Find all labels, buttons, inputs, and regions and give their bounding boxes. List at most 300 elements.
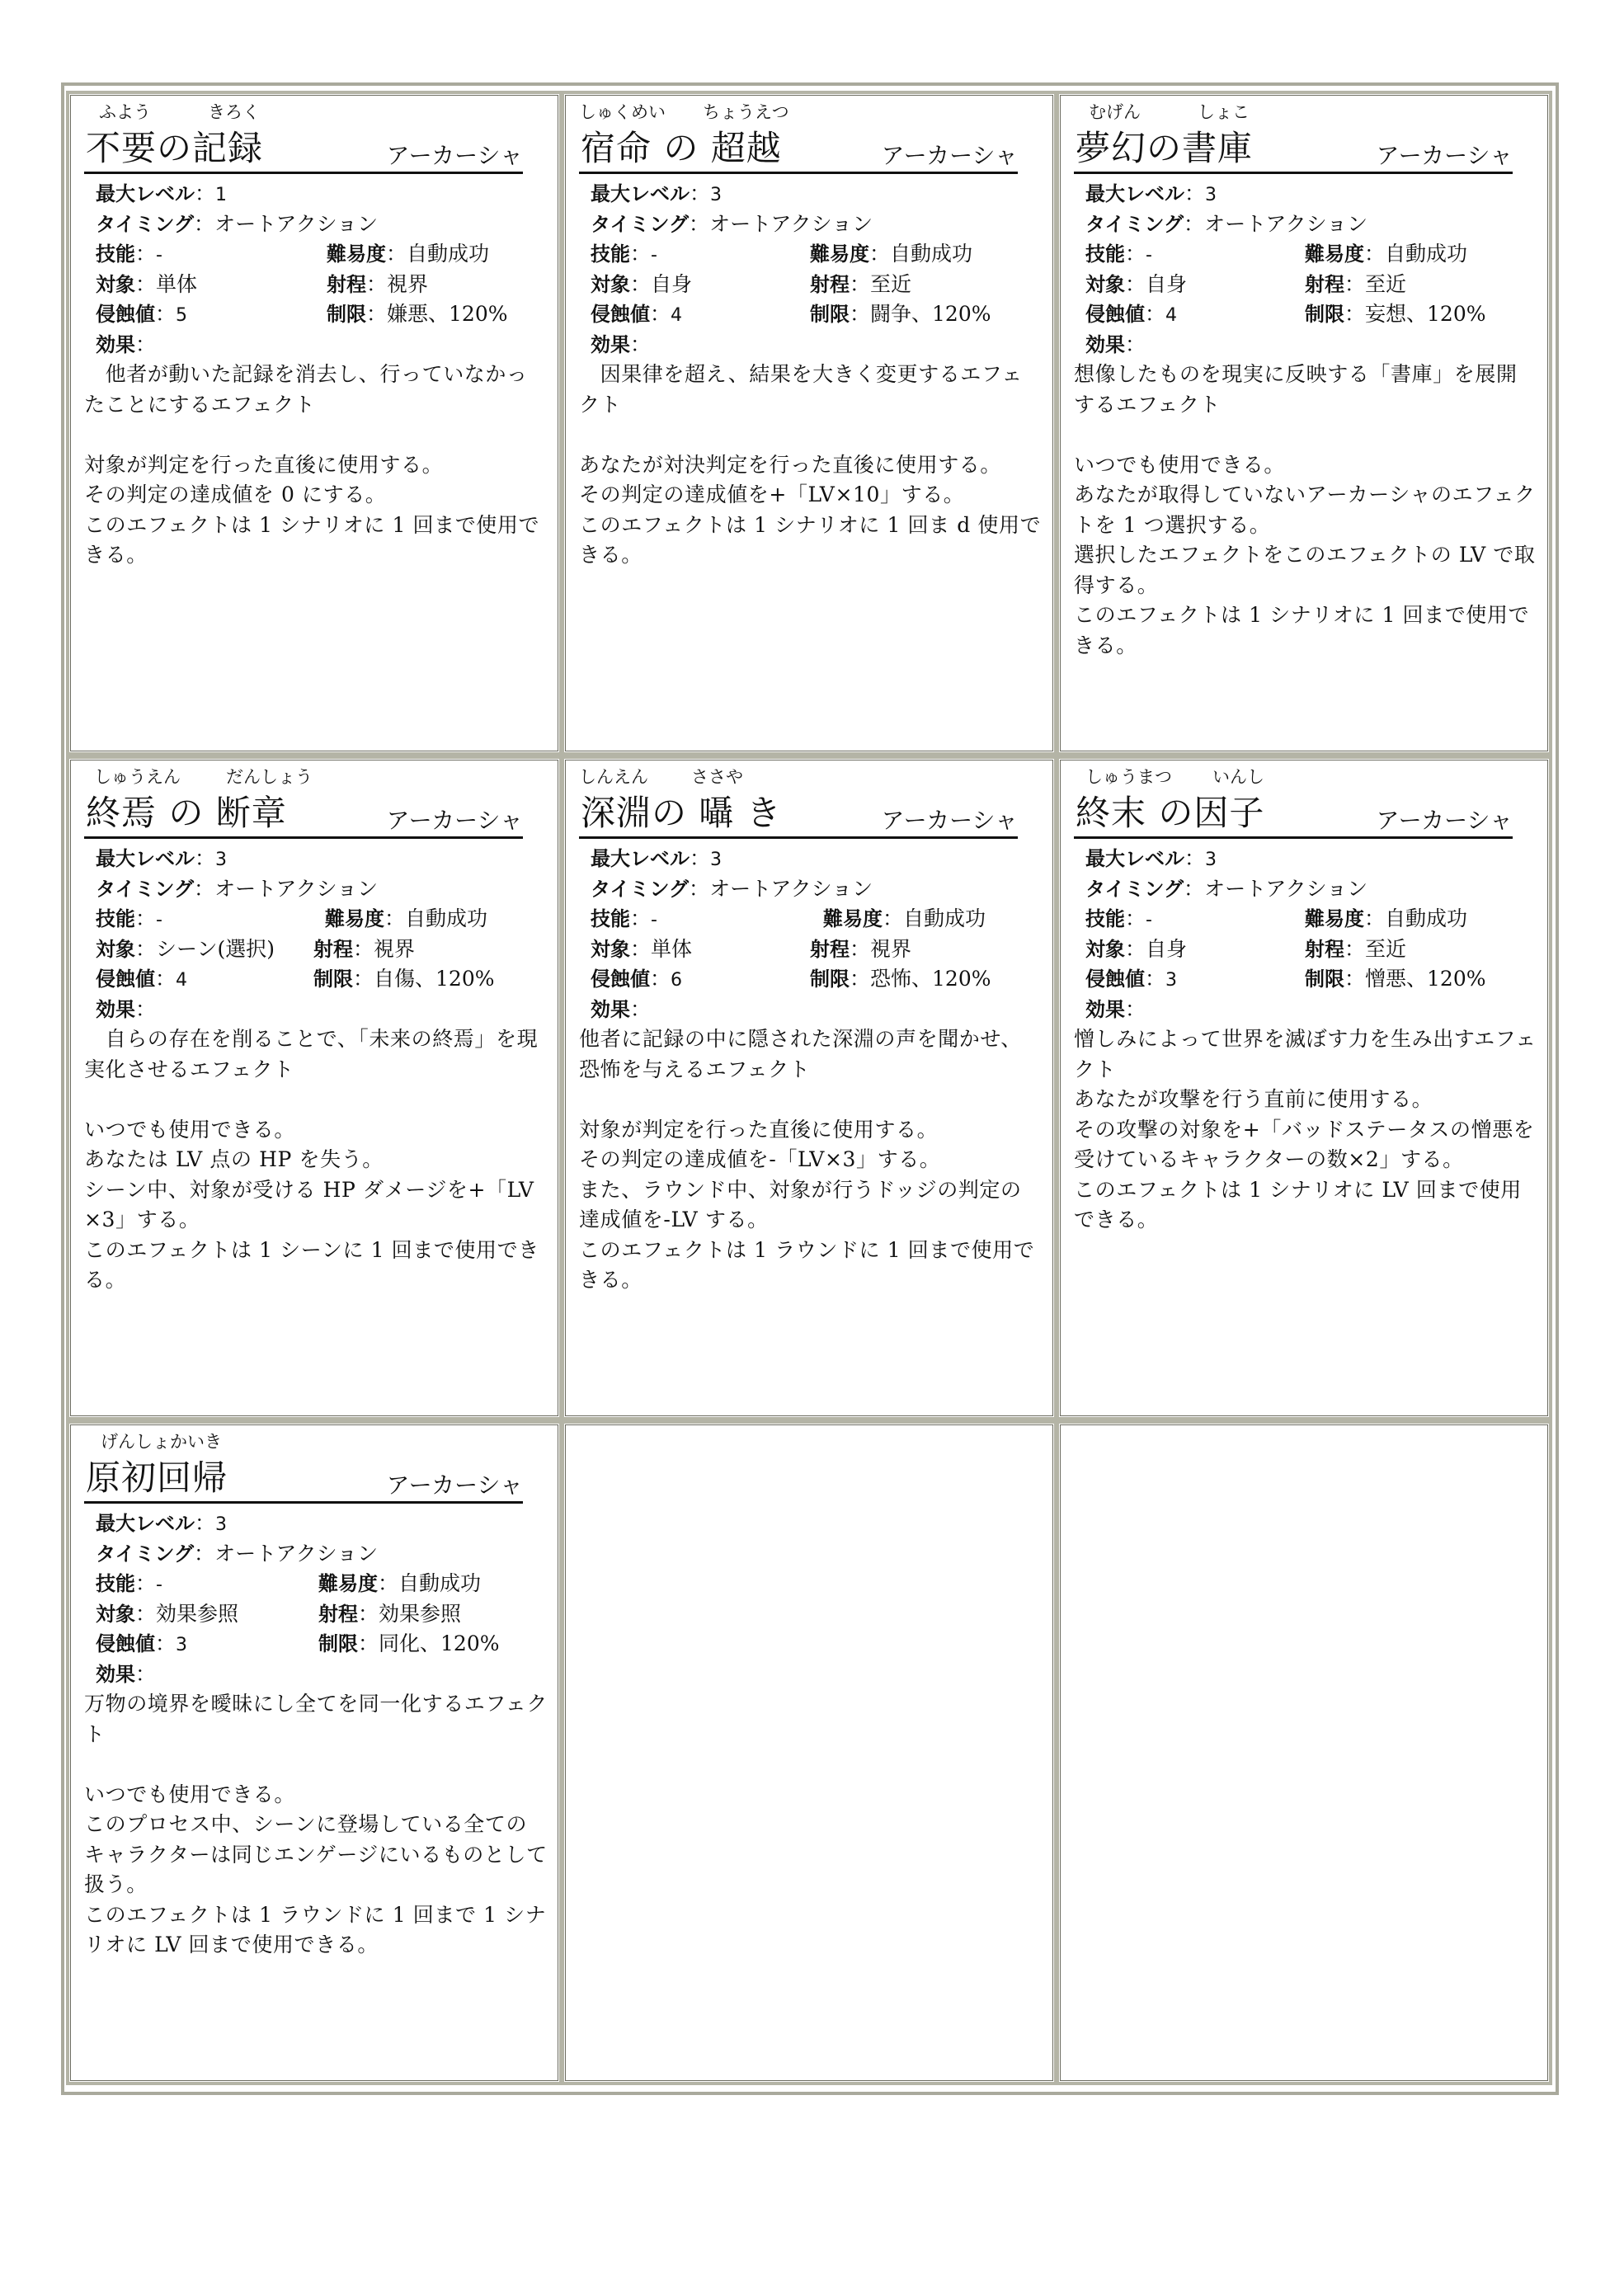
skill-label: 技能 [96,907,135,930]
difficulty-value: 自動成功 [903,906,986,930]
card-title: 深淵の 囁 き [581,793,782,833]
timing [96,1542,378,1566]
timing-label: タイミング [1085,212,1184,236]
ruby-text: むげん [1089,102,1141,122]
separator: ： [1125,906,1146,930]
separator: ： [689,876,710,901]
difficulty-value: 自動成功 [1385,242,1468,266]
difficulty-value: 自動成功 [405,906,488,930]
timing-value: オートアクション [214,876,379,901]
difficulty [1305,904,1467,935]
max-level-label: 最大レベル [96,1512,195,1535]
stat-row [96,270,548,300]
skill-value: - [156,1575,162,1595]
max-level-label: 最大レベル [591,182,690,205]
stat-row [1085,330,1537,360]
card-title-bar [579,124,1018,174]
difficulty-label: 難易度 [327,242,386,266]
stat-row [1085,179,1537,210]
card-stats [579,844,1043,1024]
difficulty [823,904,986,935]
ruby-text: だんしょう [226,767,313,787]
effect-text: 他者が動いた記録を消去し、行っていなかったことにするエフェクト 対象が判定を行った直後に使用する。 その判定の達成値を 0 にする。 このエフェクトは 1 シナリオに 1 回まで使用できる。 [84,362,540,567]
ruby-text: ささや [691,767,743,787]
stat-row [96,1660,548,1690]
limit-label: 制限 [313,968,353,991]
title-ruby [84,1430,548,1453]
target-value: 自身 [651,271,693,296]
difficulty [327,239,489,270]
separator: ： [630,936,652,961]
effect-card [579,101,1043,571]
separator: ： [1184,211,1205,236]
timing [1085,877,1367,901]
target-value: 自身 [1146,271,1188,296]
separator: ： [135,1601,157,1626]
separator: ： [384,906,406,930]
difficulty-label: 難易度 [810,242,869,266]
difficulty [810,239,972,270]
max-level-label: 最大レベル [96,847,195,870]
max-level [96,181,227,205]
range [318,1599,461,1630]
card-stats [1074,179,1537,360]
limit-value: 憎悪、120% [1365,967,1486,991]
card-syndrome: アーカーシャ [386,807,523,834]
target-label: 対象 [96,937,135,961]
skill-value: - [156,910,162,930]
stat-row [1085,874,1537,905]
separator: ： [195,1511,216,1535]
erosion [591,967,682,991]
skill [96,906,162,930]
erosion-label: 侵蝕値 [96,968,155,991]
target-label: 対象 [1085,272,1125,296]
max-level [1085,181,1217,205]
effect-text: 想像したものを現実に反映する「書庫」を展開するエフェクト いつでも使用できる。 あなたが取得していないアーカーシャのエフェクトを 1 つ選択する。 選択したエフェクトをこのエフェクトの LV で取得する。 このエフェクトは 1 シナリオに 1 回まで使用できる。 [1074,362,1536,657]
effect [1085,997,1146,1021]
limit [313,964,495,995]
effect-label: 効果 [591,332,630,356]
card-sheet [61,82,1559,2095]
card-title: 夢幻の書庫 [1076,128,1254,168]
stat-row [1085,844,1537,874]
stat-row [96,964,548,995]
max-level [1085,846,1217,870]
effect [96,332,156,356]
separator: ： [135,996,157,1021]
erosion-label: 侵蝕値 [591,303,650,326]
separator: ： [155,1631,177,1655]
difficulty [1305,239,1467,270]
effect-label: 効果 [96,1662,135,1686]
max-level-value: 3 [710,850,723,870]
separator: ： [1125,996,1146,1021]
separator: ： [135,1661,157,1686]
ruby-text: しゅうえん [94,767,181,787]
separator: ： [135,1571,157,1595]
card-title-bar [1074,124,1513,174]
stat-row [1085,210,1537,240]
skill-value: - [651,245,657,266]
stat-row [96,1629,548,1660]
ruby-text: きろく [208,102,260,122]
effect-text: 憎しみによって世界を滅ぼす力を生み出すエフェクト あなたが攻撃を行う直前に使用する。 その攻撃の対象を+「バッドステータスの憎悪を受けているキャラクターの数×2」する。 このエフェクトは 1 シナリオに LV 回まで使用できる。 [1074,1027,1537,1231]
limit-value: 恐怖、120% [870,967,991,991]
max-level-label: 最大レベル [1085,847,1184,870]
stat-row [1085,299,1537,330]
timing-value: オートアクション [1204,211,1368,236]
limit-value: 自傷、120% [374,967,495,991]
max-level [591,846,722,870]
difficulty-label: 難易度 [823,907,883,930]
separator: ： [366,302,388,326]
separator: ： [1184,181,1206,205]
effect-card-cell [66,756,563,1420]
effect [591,332,651,356]
range-value: 視界 [387,271,429,296]
erosion [1085,967,1177,991]
timing [1085,212,1367,236]
skill-value: - [1146,245,1152,266]
separator: ： [630,271,652,296]
stat-row [591,964,1043,995]
separator: ： [1364,906,1386,930]
stat-row [591,844,1043,874]
separator: ： [366,271,388,296]
target-value: シーン(選択) [156,936,275,961]
stat-row [96,904,548,935]
range-label: 射程 [318,1602,358,1626]
ruby-text: しゅうまつ [1085,767,1172,787]
stat-row [96,299,548,330]
skill-label: 技能 [1085,907,1125,930]
target [591,937,692,961]
stat-row [96,844,548,874]
card-syndrome: アーカーシャ [881,142,1018,169]
stat-row [591,874,1043,905]
card-title-bar [84,789,523,839]
separator: ： [689,211,710,236]
separator: ： [1364,242,1386,266]
ruby-text: しょこ [1198,102,1250,122]
difficulty-label: 難易度 [325,907,384,930]
max-level-value: 1 [215,185,228,205]
max-level-value: 3 [1205,185,1217,205]
card-stats [579,179,1043,360]
card-title-bar [1074,789,1513,839]
separator: ： [195,846,216,870]
target-value: 効果参照 [156,1601,239,1626]
target [96,272,197,296]
card-title-bar [84,1453,523,1504]
ruby-text: いんし [1212,767,1264,787]
card-stats [84,1509,548,1689]
stat-row [96,210,548,240]
stat-row [591,270,1043,300]
erosion [96,302,187,326]
timing [591,877,873,901]
range [327,270,428,300]
range-value: 至近 [1365,271,1407,296]
range [1305,935,1406,965]
erosion-value: 4 [1165,305,1178,326]
erosion [96,1631,187,1655]
erosion-value: 4 [671,305,683,326]
separator: ： [869,242,891,266]
separator: ： [650,967,671,991]
effect-card [1074,765,1537,1236]
stat-row [591,239,1043,270]
range-label: 射程 [1305,272,1344,296]
max-level-value: 3 [215,850,228,870]
skill-label: 技能 [96,1572,135,1595]
separator: ： [630,242,652,266]
range-label: 射程 [810,937,850,961]
card-title: 終焉 の 断章 [86,793,287,833]
effect-card [579,765,1043,1296]
separator: ： [850,302,871,326]
stat-row [96,1509,548,1539]
separator: ： [850,967,871,991]
skill-value: - [156,245,162,266]
max-level-value: 3 [710,185,723,205]
erosion-value: 3 [1165,970,1178,991]
timing-label: タイミング [591,877,690,901]
timing-value: オートアクション [214,211,379,236]
range-value: 視界 [374,936,416,961]
stat-row [591,210,1043,240]
max-level-label: 最大レベル [1085,182,1184,205]
difficulty [325,904,487,935]
separator: ： [195,181,216,205]
stat-row [1085,964,1537,995]
separator: ： [194,1541,215,1566]
stat-row [96,874,548,905]
stat-row [591,904,1043,935]
range-value: 至近 [870,271,912,296]
range-label: 射程 [1305,937,1344,961]
card-title: 原初回帰 [86,1457,228,1498]
separator: ： [135,242,157,266]
erosion [1085,302,1177,326]
stat-row [591,299,1043,330]
skill-label: 技能 [591,242,630,266]
ruby-text: ふよう [99,102,151,122]
separator: ： [1125,936,1146,961]
separator: ： [630,996,652,1021]
separator: ： [1344,302,1366,326]
card-syndrome: アーカーシャ [386,142,523,169]
target [591,272,692,296]
target-value: 自身 [1146,936,1188,961]
difficulty-value: 自動成功 [1385,906,1468,930]
stat-row [591,935,1043,965]
erosion-value: 5 [176,305,188,326]
card-stats [1074,844,1537,1024]
effect-card [84,1430,548,1961]
difficulty-value: 自動成功 [407,242,490,266]
target-value: 単体 [651,936,693,961]
max-level-label: 最大レベル [591,847,690,870]
erosion-value: 6 [671,970,683,991]
limit-value: 嫌悪、120% [387,302,508,326]
separator: ： [194,211,215,236]
skill [591,906,657,930]
limit-label: 制限 [1305,968,1344,991]
card-title: 終末 の因子 [1076,793,1265,833]
erosion-value: 3 [176,1635,188,1655]
limit-label: 制限 [318,1632,358,1655]
erosion-label: 侵蝕値 [96,303,155,326]
stat-row [1085,270,1537,300]
effect-card [84,101,548,571]
skill [1085,242,1152,266]
max-level-value: 3 [215,1514,228,1535]
effect [591,997,651,1021]
range [313,935,415,965]
limit-value: 妄想、120% [1365,302,1486,326]
range-label: 射程 [810,272,850,296]
effect-label: 効果 [1085,332,1125,356]
erosion-value: 4 [176,970,188,991]
target [96,937,275,961]
target-label: 対象 [591,937,630,961]
difficulty-value: 自動成功 [398,1571,482,1595]
card-syndrome: アーカーシャ [1376,142,1513,169]
erosion-label: 侵蝕値 [1085,968,1145,991]
separator: ： [630,906,652,930]
stat-row [96,1539,548,1570]
timing-label: タイミング [96,877,195,901]
difficulty-label: 難易度 [318,1572,378,1595]
max-level [591,181,722,205]
separator: ： [1125,332,1146,356]
ruby-text: ちょうえつ [703,102,789,122]
timing [96,212,378,236]
separator: ： [1344,271,1366,296]
separator: ： [690,846,711,870]
effect-label: 効果 [1085,997,1125,1021]
limit-label: 制限 [1305,303,1344,326]
limit-value: 闘争、120% [870,302,991,326]
effect-text: 自らの存在を削ることで、「未来の終焉」を現実化させるエフェクト いつでも使用できる。 あなたは LV 点の HP を失う。 シーン中、対象が受ける HP ダメージを+「LV×3」する。 このエフェクトは 1 シーンに 1 回まで使用できる。 [84,1027,539,1292]
max-level [96,846,227,870]
erosion-label: 侵蝕値 [1085,303,1145,326]
title-ruby [84,765,548,789]
stat-row [1085,904,1537,935]
timing-label: タイミング [96,1542,195,1566]
title-ruby [579,101,1043,124]
effect-card [1074,101,1537,661]
stat-row [1085,239,1537,270]
effect-card-cell [1056,756,1552,1420]
separator: ： [135,332,157,356]
stat-row [1085,995,1537,1025]
stat-row [96,1599,548,1630]
limit [810,964,991,995]
separator: ： [386,242,407,266]
range-label: 射程 [327,272,366,296]
separator: ： [690,181,711,205]
stat-row [96,239,548,270]
separator: ： [155,967,177,991]
timing-label: タイミング [1085,877,1184,901]
stat-row [96,1569,548,1599]
separator: ： [135,936,157,961]
empty-card-cell [561,1420,1057,2085]
card-title: 不要の記録 [86,128,264,168]
separator: ： [883,906,904,930]
effect-label: 効果 [591,997,630,1021]
effect-text: 因果律を超え、結果を大きく変更するエフェクト あなたが対決判定を行った直後に使用する。 その判定の達成値を+「LV×10」する。 このエフェクトは 1 シナリオに 1 回ま d 使用できる。 [579,362,1042,567]
separator: ： [630,332,652,356]
max-level [96,1511,227,1535]
target-label: 対象 [96,272,135,296]
effect-card-cell [66,1420,563,2085]
separator: ： [1145,302,1166,326]
separator: ： [358,1631,379,1655]
card-stats [84,844,548,1024]
target-label: 対象 [96,1602,135,1626]
target-label: 対象 [1085,937,1125,961]
skill-value: - [1146,910,1152,930]
skill [591,242,657,266]
stat-row [591,179,1043,210]
timing [591,212,873,236]
separator: ： [1344,936,1366,961]
effect-card-cell [1056,91,1552,756]
difficulty [318,1569,481,1599]
card-title-bar [84,124,523,174]
effect-card-cell [561,756,1057,1420]
separator: ： [1344,967,1366,991]
separator: ： [1184,876,1205,901]
limit [810,299,991,330]
separator: ： [353,936,374,961]
stat-row [96,179,548,210]
title-ruby [1074,765,1537,789]
target [96,1602,238,1626]
separator: ： [135,271,157,296]
effect-card-cell [66,91,563,756]
target-label: 対象 [591,272,630,296]
difficulty-value: 自動成功 [890,242,973,266]
timing-value: オートアクション [709,876,873,901]
effect-label: 効果 [96,332,135,356]
card-syndrome: アーカーシャ [1376,807,1513,834]
difficulty-label: 難易度 [1305,907,1364,930]
effect [96,1662,156,1686]
limit-label: 制限 [327,303,366,326]
range [810,935,911,965]
effect-card [84,765,548,1296]
effect-card-cell [561,91,1057,756]
skill-label: 技能 [1085,242,1125,266]
title-ruby [579,765,1043,789]
effect-text: 万物の境界を曖昧にし全てを同一化するエフェクト いつでも使用できる。 このプロセス中、シーンに登場している全てのキャラクターは同じエンゲージにいるものとして扱う。 このエフェクトは 1 ラウンドに 1 回まで 1 シナリオに LV 回まで使用できる。 [84,1692,548,1956]
timing-label: タイミング [96,212,195,236]
max-level-value: 3 [1205,850,1217,870]
separator: ： [155,302,177,326]
card-syndrome: アーカーシャ [881,807,1018,834]
range-value: 効果参照 [379,1601,462,1626]
erosion-label: 侵蝕値 [591,968,650,991]
ruby-text: しゅくめい [579,102,666,122]
separator: ： [650,302,671,326]
limit [327,299,508,330]
stat-row [96,330,548,360]
